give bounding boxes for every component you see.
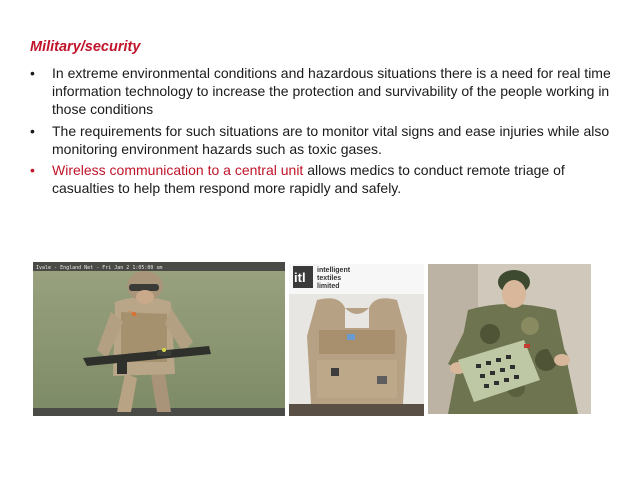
section-heading: Military/security	[30, 39, 141, 55]
soldier-textile-image	[428, 264, 591, 414]
soldier-textile-photo	[428, 264, 591, 414]
itl-logo-mark: itl	[294, 270, 306, 285]
bullet-item	[30, 64, 630, 119]
bullet-marker: •	[30, 65, 35, 81]
smart-vest-image	[289, 264, 424, 416]
smart-vest-photo	[289, 264, 424, 416]
bullet-marker: •	[30, 162, 35, 179]
bullet-text: allows medics to conduct remote triage of casualties to help them respond more rapidly and safely.	[52, 162, 565, 197]
bullet-item	[30, 161, 630, 197]
soldier-simulation-photo	[33, 262, 285, 416]
bullet-text: The requirements for such situations are to monitor vital signs and ease injuries while also monitoring environment hazards such as toxic gases.	[52, 122, 610, 157]
photo-caption: Ivale - England Net - Fri Jan 2 1:05:00 sm	[36, 265, 163, 271]
bullet-marker: •	[30, 122, 35, 139]
logo-text-line: textiles	[317, 275, 342, 282]
bullet-list	[30, 64, 630, 200]
logo-text-line: intelligent	[317, 267, 351, 274]
bullet-text: In extreme environmental conditions and hazardous situations there is a need for real time information technology to increase the protection and survivability of the people working in those conditions	[52, 65, 611, 118]
bullet-highlight-text: Wireless communication to a central unit	[52, 162, 304, 179]
soldier-simulation-image	[33, 262, 285, 416]
logo-text-line: limited	[317, 283, 340, 290]
bullet-item	[30, 122, 630, 158]
